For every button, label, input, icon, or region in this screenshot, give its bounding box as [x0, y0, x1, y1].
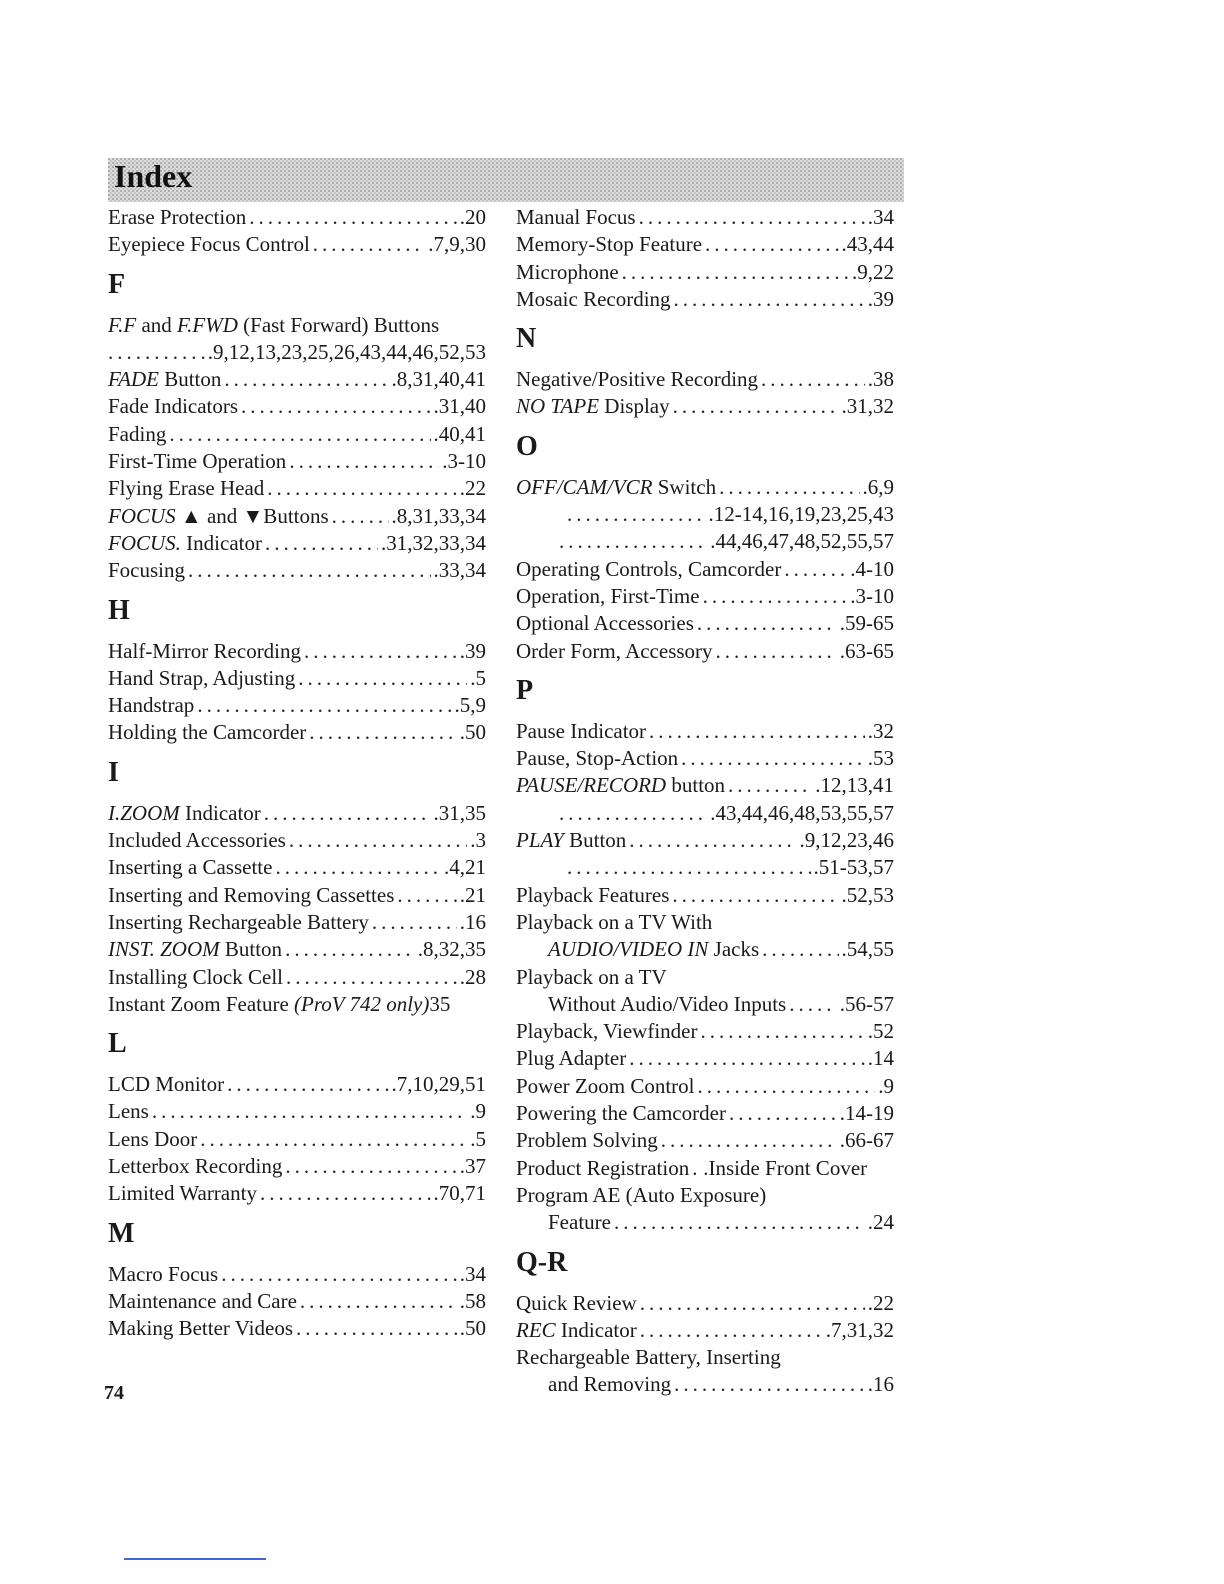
index-entry: Handstrap ..... .5,9	[108, 692, 486, 719]
index-entry: Making Better Videos ..... .50	[108, 1315, 486, 1342]
index-entry: Limited Warranty ..... .70,71	[108, 1180, 486, 1207]
index-entry: OFF/CAM/VCR Switch ..... .6,9	[516, 474, 894, 501]
section-letter-m: M	[108, 1217, 135, 1249]
index-entry: AUDIO/VIDEO IN Jacks ..... .54,55	[516, 936, 894, 963]
index-column-left	[108, 204, 486, 1343]
index-entry: Powering the Camcorder ..... .14-19	[516, 1100, 894, 1127]
index-entry: Inserting and Removing Cassettes ..... .21	[108, 882, 486, 909]
index-entry: Memory-Stop Feature ..... .43,44	[516, 231, 894, 258]
index-entry: Half-Mirror Recording ..... .39	[108, 638, 486, 665]
index-entry: Hand Strap, Adjusting ..... .5	[108, 665, 486, 692]
index-entry: Microphone ..... .9,22	[516, 259, 894, 286]
index-entry: Inserting a Cassette ..... .4,21	[108, 854, 486, 881]
index-entry: Operating Controls, Camcorder ..... .4-10	[516, 556, 894, 583]
index-entry: Feature ..... .24	[516, 1209, 894, 1236]
index-entry-continuation: ..... .44,46,47,48,52,55,57	[516, 528, 894, 555]
section-letter-i: I	[108, 756, 119, 788]
index-entry: Playback Features ..... .52,53	[516, 882, 894, 909]
index-entry: Without Audio/Video Inputs ..... .56-57	[516, 991, 894, 1018]
index-entry: Inserting Rechargeable Battery ..... .16	[108, 909, 486, 936]
index-column-right	[516, 204, 894, 1399]
index-entry: Lens ..... .9	[108, 1098, 486, 1125]
index-entry: Rechargeable Battery, Inserting	[516, 1345, 781, 1370]
section-letter-o: O	[516, 430, 538, 462]
section-letter-l: L	[108, 1028, 127, 1060]
index-entry: Eyepiece Focus Control ..... .7,9,30	[108, 231, 486, 258]
section-letter-q-r: Q-R	[516, 1246, 568, 1278]
index-entry: Playback on a TV	[516, 964, 667, 989]
index-entry: Negative/Positive Recording ..... .38	[516, 366, 894, 393]
index-entry: Product Registration ..... .Inside Front Cover	[516, 1155, 894, 1182]
index-entry: and Removing ..... .16	[516, 1371, 894, 1398]
index-entry: FOCUS ▲ and ▼Buttons ..... .8,31,33,34	[108, 503, 486, 530]
index-entry: Fade Indicators ..... .31,40	[108, 393, 486, 420]
index-entry-continuation: ..... .51-53,57	[516, 854, 894, 881]
index-entry: Fading ..... .40,41	[108, 421, 486, 448]
index-entry: Playback, Viewfinder ..... .52	[516, 1018, 894, 1045]
index-entry: Order Form, Accessory ..... .63-65	[516, 638, 894, 665]
index-entry: Holding the Camcorder ..... .50	[108, 719, 486, 746]
index-entry: Mosaic Recording ..... .39	[516, 286, 894, 313]
index-entry: INST. ZOOM Button ..... .8,32,35	[108, 936, 486, 963]
section-letter-h: H	[108, 594, 130, 626]
index-entry: Optional Accessories ..... .59-65	[516, 610, 894, 637]
index-entry: FADE Button ..... .8,31,40,41	[108, 366, 486, 393]
index-entry: PAUSE/RECORD button ..... .12,13,41	[516, 772, 894, 799]
index-entry-continuation: ..... .12-14,16,19,23,25,43	[516, 501, 894, 528]
index-entry: First-Time Operation ..... .3-10	[108, 448, 486, 475]
index-entry: Problem Solving ..... .66-67	[516, 1127, 894, 1154]
index-entry: Operation, First-Time ..... .3-10	[516, 583, 894, 610]
index-entry: LCD Monitor ..... .7,10,29,51	[108, 1071, 486, 1098]
index-entry: REC Indicator ..... .7,31,32	[516, 1317, 894, 1344]
index-entry: F.F and F.FWD (Fast Forward) Buttons	[108, 312, 440, 337]
index-entry: Erase Protection ..... .20	[108, 204, 486, 231]
index-entry: Playback on a TV With	[516, 909, 713, 934]
page-number: 74	[104, 1382, 124, 1404]
index-entry: Maintenance and Care ..... .58	[108, 1288, 486, 1315]
index-entry: Instant Zoom Feature (ProV 742 only) 35	[108, 991, 451, 1016]
index-header-bar	[108, 158, 904, 202]
index-entry: Program AE (Auto Exposure)	[516, 1182, 767, 1207]
index-entry: Power Zoom Control ..... .9	[516, 1073, 894, 1100]
section-letter-p: P	[516, 674, 534, 706]
index-entry: Pause Indicator ..... .32	[516, 718, 894, 745]
index-entry: Lens Door ..... .5	[108, 1126, 486, 1153]
index-entry: Macro Focus ..... .34	[108, 1261, 486, 1288]
section-letter-n: N	[516, 323, 537, 355]
index-entry: Included Accessories ..... .3	[108, 827, 486, 854]
index-title: Index	[114, 158, 193, 194]
index-entry: Focusing ..... .33,34	[108, 557, 486, 584]
index-entry: Pause, Stop-Action ..... .53	[516, 745, 894, 772]
index-entry: I.ZOOM Indicator ..... .31,35	[108, 800, 486, 827]
index-entry: PLAY Button ..... .9,12,23,46	[516, 827, 894, 854]
bottom-rule	[124, 1558, 266, 1560]
index-entry: NO TAPE Display ..... .31,32	[516, 393, 894, 420]
index-entry: Quick Review ..... .22	[516, 1290, 894, 1317]
index-entry: Letterbox Recording ..... .37	[108, 1153, 486, 1180]
index-entry: Plug Adapter ..... .14	[516, 1045, 894, 1072]
index-entry-continuation: ..... .43,44,46,48,53,55,57	[516, 800, 894, 827]
index-entry: Installing Clock Cell ..... .28	[108, 964, 486, 991]
index-entry: Flying Erase Head ..... .22	[108, 475, 486, 502]
index-entry: FOCUS. Indicator ..... .31,32,33,34	[108, 530, 486, 557]
section-letter-f: F	[108, 268, 126, 300]
index-entry-continuation: ..... .9,12,13,23,25,26,43,44,46,52,53	[108, 339, 486, 366]
index-entry: Manual Focus ..... .34	[516, 204, 894, 231]
